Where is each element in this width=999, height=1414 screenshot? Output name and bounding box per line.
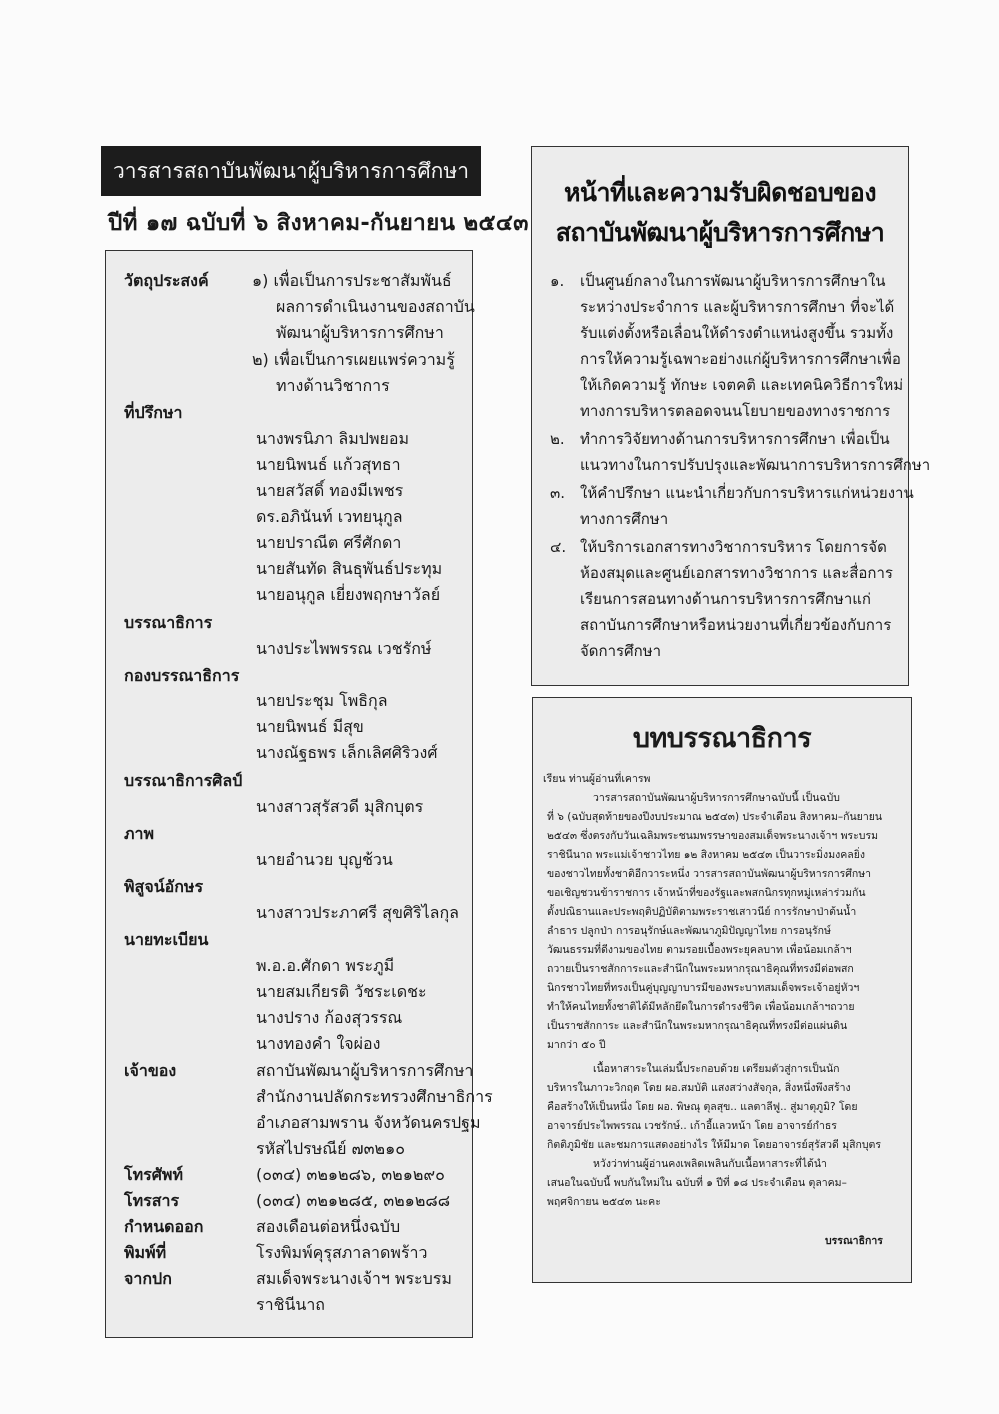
editorial-line: ขอเชิญชวนข้าราชการ เจ้าหน้าที่ของรัฐและพสกนิกรทุกหมู่เหล่าร่วมกัน bbox=[547, 887, 866, 899]
duty-line: ให้คำปรึกษา แนะนำเกี่ยวกับการบริหารแก่หน่วยงาน bbox=[580, 484, 914, 502]
editorial-line: เสนอในฉบับนี้ พบกันใหม่ใน ฉบับที่ ๑ ปีที่ ๑๘ ประจำเดือน ตุลาคม– bbox=[547, 1177, 847, 1189]
schedule-label: กำหนดออก bbox=[124, 1217, 204, 1236]
printer-label: พิมพ์ที่ bbox=[124, 1243, 167, 1262]
board-member: นายประชุม โพธิกุล bbox=[256, 691, 388, 710]
editorial-line: ถวายเป็นราชสักการะและสำนึกในพระมหากรุณาธิคุณที่ทรงมีต่อพสก bbox=[547, 963, 854, 975]
advisor-name: นายปราณีต ศรีศักดา bbox=[256, 533, 402, 552]
duty-number: ๔. bbox=[550, 538, 567, 556]
owner-line: อำเภอสามพราน จังหวัดนครปฐม bbox=[256, 1113, 481, 1132]
duties-title-line2: สถาบันพัฒนาผู้บริหารการศึกษา bbox=[555, 218, 885, 247]
board-label: กองบรรณาธิการ bbox=[124, 666, 240, 685]
photo-label: ภาพ bbox=[124, 824, 155, 843]
duty-line: เป็นศูนย์กลางในการพัฒนาผู้บริหารการศึกษาใน bbox=[580, 272, 886, 290]
editorial-line: วารสารสถาบันพัฒนาผู้บริหารการศึกษาฉบับนี้ เป็นฉบับ bbox=[593, 792, 840, 804]
editorial-line: พฤศจิกายน ๒๕๔๓ นะคะ bbox=[547, 1196, 661, 1208]
editor-label: บรรณาธิการ bbox=[124, 613, 213, 632]
duty-line: ให้บริการเอกสารทางวิชาการบริหาร โดยการจัด bbox=[580, 538, 887, 556]
advisor-name: นายอนุกูล เยี่ยงพฤกษาวัลย์ bbox=[256, 585, 441, 604]
duty-line: แนวทางในการปรับปรุงและพัฒนาการบริหารการศึกษา bbox=[580, 456, 931, 474]
phone-label: โทรศัพท์ bbox=[124, 1165, 183, 1184]
duty-line: ทำการวิจัยทางด้านการบริหารการศึกษา เพื่อเป็น bbox=[580, 430, 890, 448]
duty-line: ทางการบริหารตลอดจนนโยบายของทางราชการ bbox=[580, 402, 891, 420]
board-member: นายนิพนธ์ มีสุข bbox=[256, 717, 364, 736]
masthead-box bbox=[105, 250, 493, 1338]
editorial-line: ของชาวไทยทั้งชาติอีกวาระหนึ่ง วารสารสถาบันพัฒนาผู้บริหารการศึกษา bbox=[547, 868, 872, 880]
journal-title-bar bbox=[101, 146, 481, 196]
editorial-line: วัฒนธรรมที่ดีงามของไทย ตามรอยเบื้องพระยุคลบาท เพื่อน้อมเกล้าฯ bbox=[547, 944, 852, 956]
editorial-line: นิกรชาวไทยที่ทรงเป็นคู่บุญญาบารมีของพระบาทสมเด็จพระเจ้าอยู่หัวฯ bbox=[547, 982, 860, 994]
duty-line: ห้องสมุดและศูนย์เอกสารทางวิชาการ และสื่อการ bbox=[580, 564, 893, 582]
editorial-line: เนื้อหาสาระในเล่มนี้ประกอบด้วย เตรียมตัวสู่การเป็นนัก bbox=[593, 1063, 840, 1075]
advisor-name: นายสวัสดิ์ ทองมีเพชร bbox=[256, 481, 404, 500]
editorial-line: อาจารย์ประไพพรรณ เวชรักษ์.. เก้าอี้แลวหน้า โดย อาจารย์กำธร bbox=[547, 1120, 837, 1132]
editorial-line: ราชินีนาถ พระแม่เจ้าชาวไทย ๑๒ สิงหาคม ๒๕๔๓ เป็นวาระมิ่งมงคลยิ่ง bbox=[547, 849, 865, 861]
registrar-name: พ.อ.อ.ศักดา พระภูมี bbox=[256, 956, 395, 975]
schedule-value: สองเดือนต่อหนึ่งฉบับ bbox=[256, 1217, 401, 1236]
journal-title: วารสารสถาบันพัฒนาผู้บริหารการศึกษา bbox=[112, 158, 469, 183]
objective-line: ทางด้านวิชาการ bbox=[276, 376, 390, 395]
duty-number: ๒. bbox=[550, 430, 565, 448]
advisor-name: นายนิพนธ์ แก้วสุทธา bbox=[256, 455, 401, 474]
duty-line: เรียนการสอนทางด้านการบริหารการศึกษาแก่ bbox=[580, 590, 871, 608]
advisor-name: นายสันทัด สินธุพันธ์ประทุม bbox=[256, 559, 443, 578]
duty-line: สถาบันการศึกษาหรือหน่วยงานที่เกี่ยวข้องกับการ bbox=[580, 616, 892, 634]
editor-name: นางประไพพรรณ เวชรักษ์ bbox=[256, 639, 432, 658]
owner-line: สถาบันพัฒนาผู้บริหารการศึกษา bbox=[256, 1061, 474, 1080]
issue-line: ปีที่ ๑๗ ฉบับที่ ๖ สิงหาคม-กันยายน ๒๕๔๓ bbox=[108, 210, 529, 236]
duties-box bbox=[531, 146, 931, 686]
editorial-line: ตั้งปณิธานและประพฤติปฏิบัติตามพระราชเสาวนีย์ การรักษาป่าต้นน้ำ bbox=[547, 906, 857, 918]
art-editor-name: นางสาวสุรัสวดี มุสิกบุตร bbox=[256, 797, 424, 816]
editorial-signature: บรรณาธิการ bbox=[825, 1235, 883, 1247]
duty-line: ทางการศึกษา bbox=[580, 510, 669, 528]
printer-value: โรงพิมพ์คุรุสภาลาดพร้าว bbox=[256, 1243, 428, 1262]
board-member: นางณัฐธพร เล็กเลิศศิริวงศ์ bbox=[256, 743, 438, 762]
editorial-line: มากว่า ๕๐ ปี bbox=[547, 1039, 606, 1051]
objective-line: พัฒนาผู้บริหารการศึกษา bbox=[276, 323, 444, 342]
editorial-line: ลำธาร ปลูกป่า การอนุรักษ์และพัฒนาภูมิปัญญาไทย การอนุรักษ์ bbox=[547, 925, 831, 937]
editorial-line: ทำให้คนไทยทั้งชาติได้มีหลักยึดในการดำรงชีวิต เพื่อน้อมเกล้าฯถวาย bbox=[547, 1001, 855, 1013]
registrar-label: นายทะเบียน bbox=[124, 930, 209, 949]
editorial-line: บริหารในภาวะวิกฤต โดย ผอ.สมบัติ แสงสว่างสัจกุล, สิ่งหนึ่งพึงสร้าง bbox=[547, 1082, 851, 1094]
phone-value: (๐๓๔) ๓๒๑๒๘๖, ๓๒๑๒๙๐ bbox=[256, 1165, 445, 1184]
art-editor-label: บรรณาธิการศิลป์ bbox=[124, 771, 243, 790]
editorial-title: บทบรรณาธิการ bbox=[632, 723, 812, 754]
editorial-line: ๒๕๔๓ ซึ่งตรงกับวันเฉลิมพระชนมพรรษาของสมเด็จพระนางเจ้าฯ พระบรม bbox=[547, 830, 879, 842]
proof-label: พิสูจน์อักษร bbox=[124, 877, 204, 896]
registrar-name: นางทองคำ ใจผ่อง bbox=[256, 1034, 381, 1053]
editorial-line: หวังว่าท่านผู้อ่านคงเพลิดเพลินกับเนื้อหาสาระที่ได้นำ bbox=[593, 1158, 827, 1170]
objective-line: ๒) เพื่อเป็นการเผยแพร่ความรู้ bbox=[252, 350, 455, 369]
cover-label: จากปก bbox=[124, 1269, 172, 1288]
duty-line: การให้ความรู้เฉพาะอย่างแก่ผู้บริหารการศึกษาเพื่อ bbox=[580, 350, 901, 368]
owner-label: เจ้าของ bbox=[124, 1061, 177, 1080]
advisor-name: ดร.อภินันท์ เวทยนุกูล bbox=[256, 507, 403, 526]
cover-line: ราชินีนาถ bbox=[256, 1295, 325, 1314]
duty-line: ระหว่างประจำการ และผู้บริหารการศึกษา ที่จะได้ bbox=[580, 298, 895, 316]
registrar-name: นายสมเกียรติ วัชระเดชะ bbox=[256, 982, 427, 1001]
objective-label: วัตถุประสงค์ bbox=[124, 271, 209, 290]
editorial-line: กิตติภูมิชัย และชมการแสดงอย่างไร ให้มีมาด โดยอาจารย์สุรัสวดี มุสิกบุตร bbox=[547, 1139, 882, 1151]
editorial-box bbox=[532, 697, 912, 1283]
duty-line: ให้เกิดความรู้ ทักษะ เจตคติ และเทคนิควิธีการใหม่ bbox=[580, 376, 904, 394]
editorial-line: ที่ ๖ (ฉบับสุดท้ายของปีงบประมาณ ๒๕๔๓) ประจำเดือน สิงหาคม–กันยายน bbox=[547, 811, 883, 823]
objective-line: ผลการดำเนินงานของสถาบัน bbox=[276, 297, 475, 316]
duties-title-line1: หน้าที่และความรับผิดชอบของ bbox=[563, 178, 877, 207]
duty-number: ๑. bbox=[550, 272, 565, 290]
duty-line: รับแต่งตั้งหรือเลื่อนให้ดำรงตำแหน่งสูงขึ้น รวมทั้ง bbox=[580, 324, 894, 342]
advisors-label: ที่ปรึกษา bbox=[124, 403, 183, 422]
duty-number: ๓. bbox=[550, 484, 566, 502]
cover-line: สมเด็จพระนางเจ้าฯ พระบรม bbox=[256, 1269, 452, 1288]
editorial-line: คือสร้างให้เป็นหนึ่ง โดย ผอ. พิษณุ ตุลสุข.. แลตาลีฟู.. สู่มาตุภูมิ? โดย bbox=[547, 1101, 858, 1113]
fax-value: (๐๓๔) ๓๒๑๒๘๕, ๓๒๑๒๘๘ bbox=[256, 1191, 451, 1210]
registrar-name: นางปราง ก้องสุวรรณ bbox=[256, 1008, 403, 1027]
photo-name: นายอำนวย บุญช้วน bbox=[256, 850, 393, 869]
owner-line: สำนักงานปลัดกระทรวงศึกษาธิการ bbox=[256, 1087, 493, 1106]
objective-line: ๑) เพื่อเป็นการประชาสัมพันธ์ bbox=[252, 271, 452, 290]
proof-name: นางสาวประภาศรี สุขศิริไลกุล bbox=[256, 903, 459, 922]
owner-line: รหัสไปรษณีย์ ๗๓๒๑๐ bbox=[256, 1139, 405, 1158]
editorial-line: เป็นราชสักการะ และสำนึกในพระมหากรุณาธิคุณที่ทรงมีต่อแผ่นดิน bbox=[547, 1020, 848, 1032]
fax-label: โทรสาร bbox=[124, 1191, 180, 1210]
duty-line: จัดการศึกษา bbox=[580, 642, 662, 660]
editorial-line: เรียน ท่านผู้อ่านที่เคารพ bbox=[543, 773, 651, 785]
advisor-name: นางพรนิภา ลิมปพยอม bbox=[256, 429, 410, 448]
